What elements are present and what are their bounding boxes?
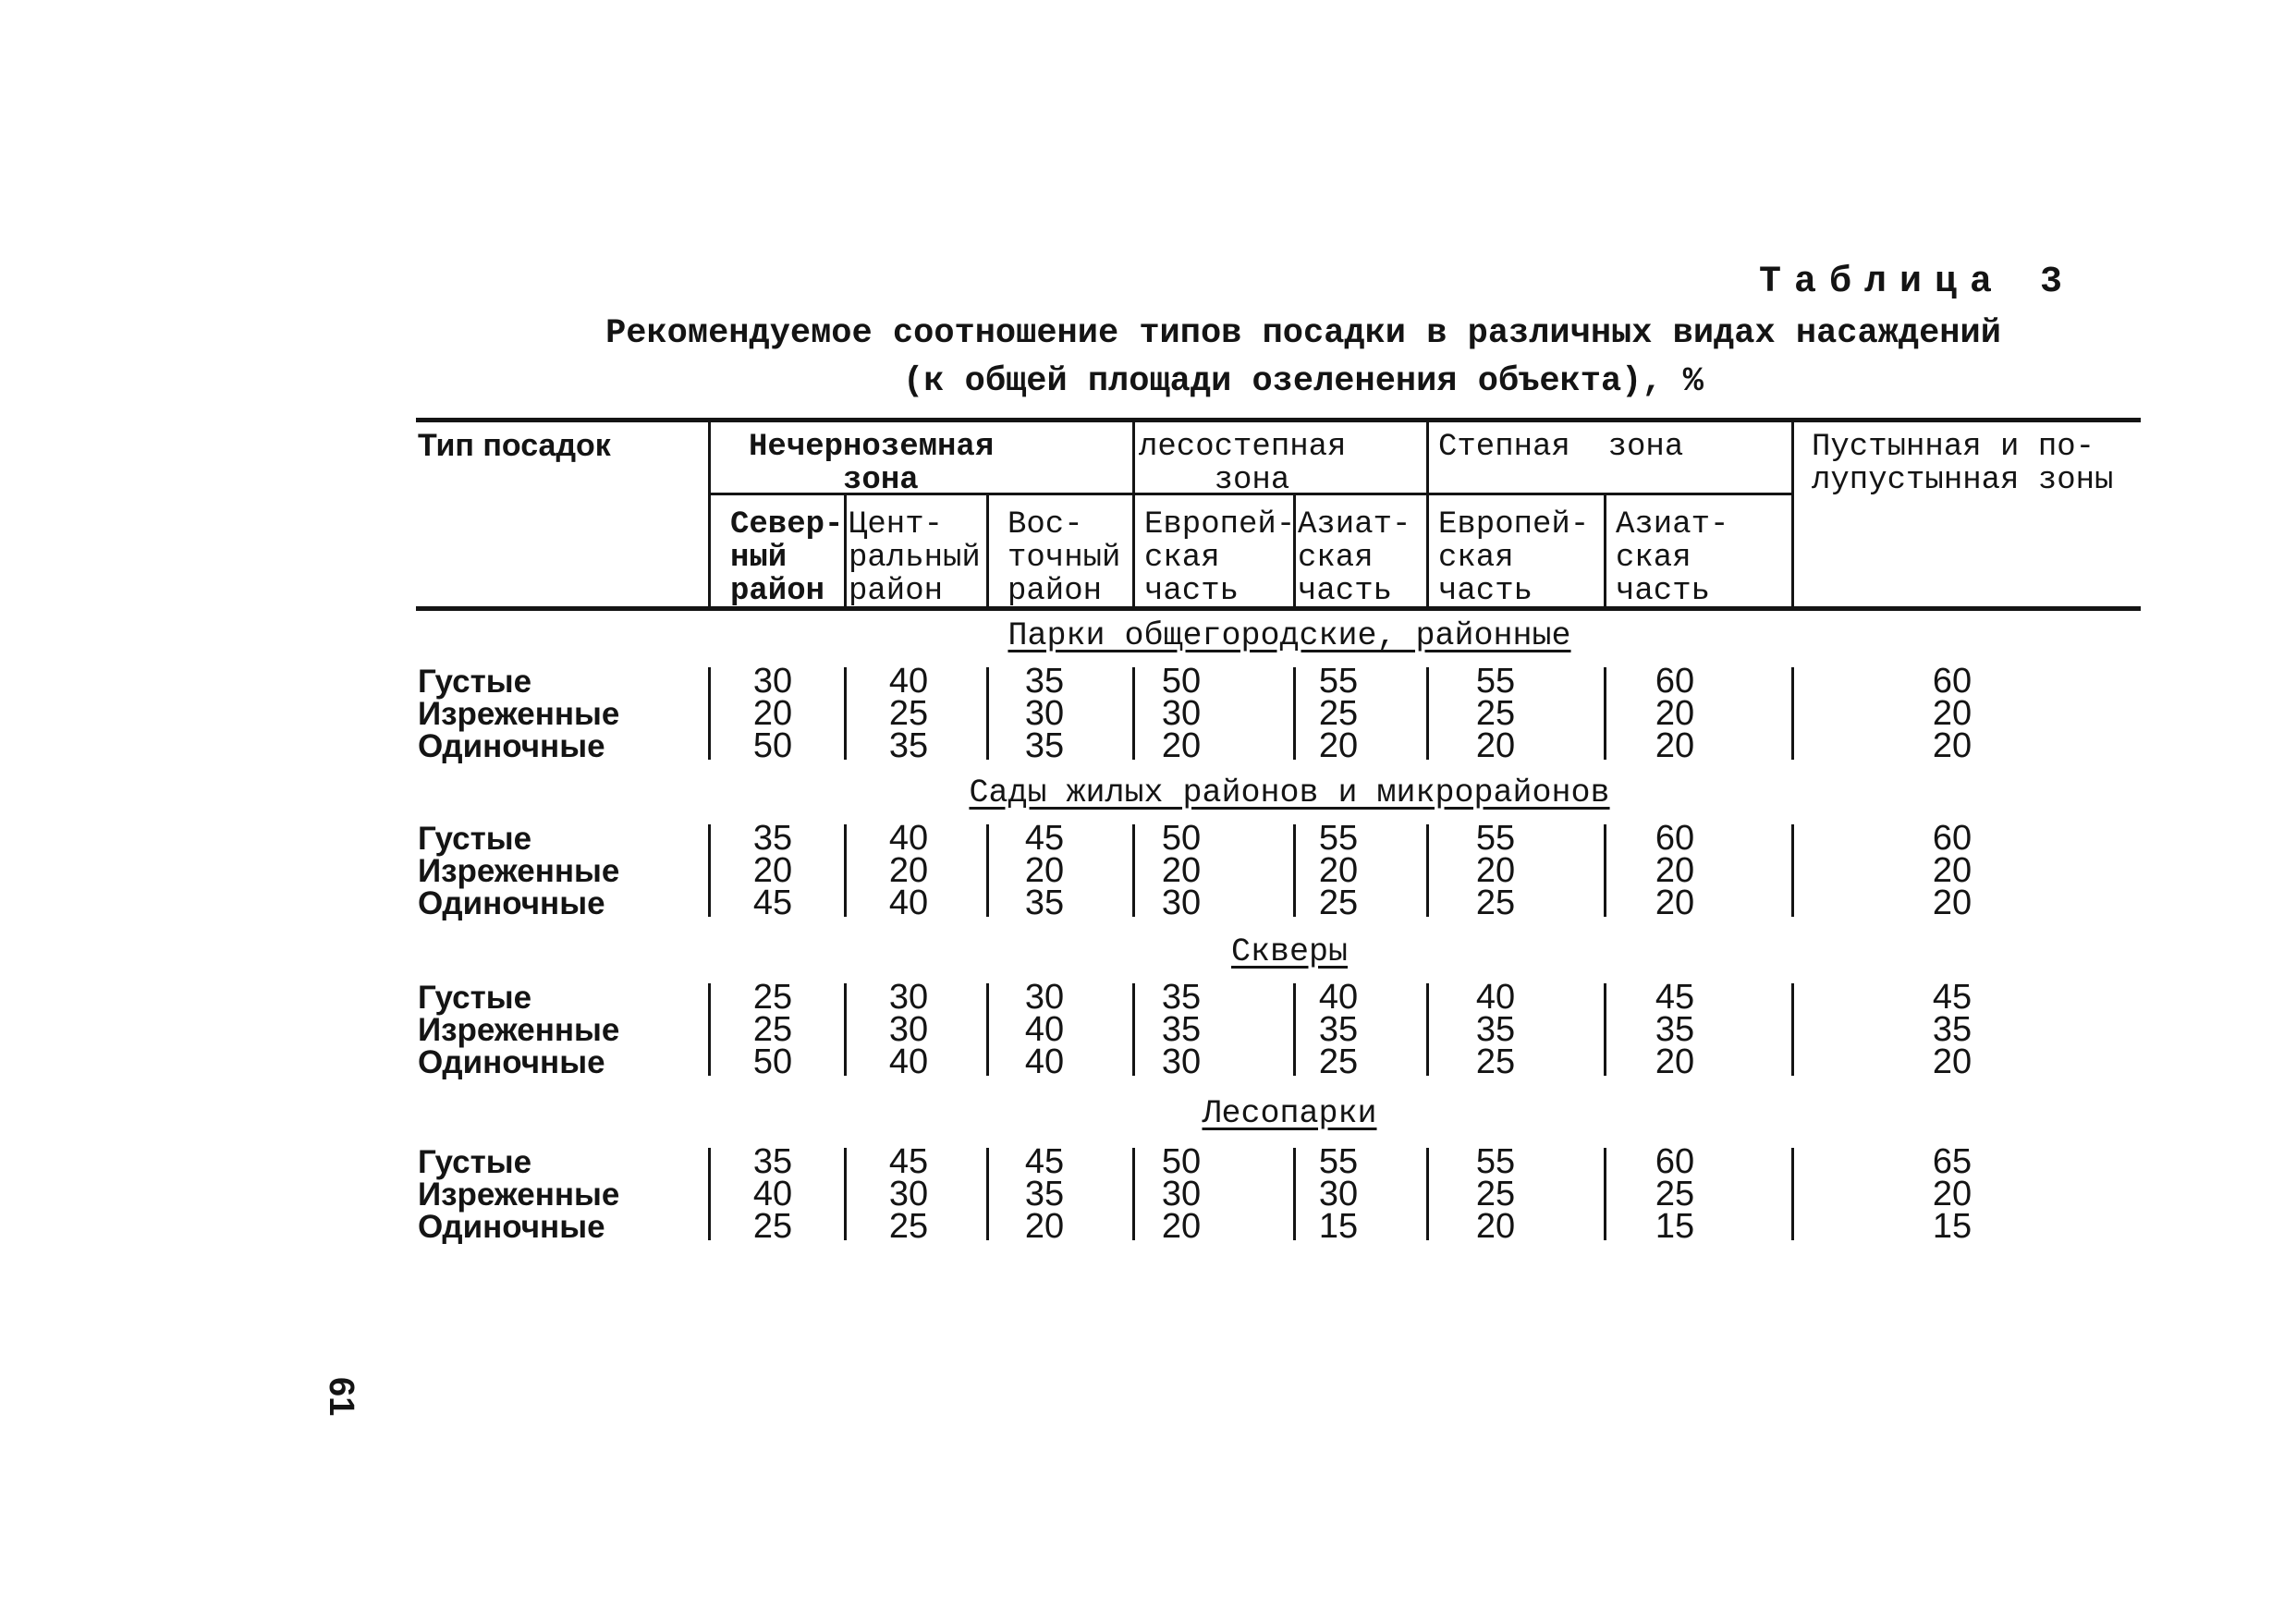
value-cell: 45 (1932, 978, 1972, 1017)
value-cell: 35 (1655, 1010, 1695, 1049)
value-cell: 30 (752, 662, 793, 701)
value-cell: 20 (1655, 851, 1695, 890)
row-label-dense: Густые (418, 1144, 532, 1180)
column-divider (708, 983, 711, 1076)
value-cell: 25 (1318, 1042, 1359, 1081)
value-cell: 45 (1024, 819, 1065, 858)
value-cell: 30 (1024, 978, 1065, 1017)
value-cell: 25 (1655, 1175, 1695, 1213)
column-divider (986, 824, 989, 917)
value-cell: 60 (1655, 1142, 1695, 1181)
column-divider (1293, 983, 1296, 1076)
section-title-forest-parks: Лесопарки (1202, 1095, 1377, 1132)
value-cell: 60 (1932, 819, 1972, 858)
value-cell: 50 (752, 726, 793, 765)
row-label-single: Одиночные (418, 728, 605, 764)
column-divider (844, 983, 847, 1076)
value-cell: 20 (1318, 851, 1359, 890)
value-cell: 50 (1161, 662, 1202, 701)
header-divider (1426, 422, 1429, 606)
value-cell: 20 (1655, 726, 1695, 765)
value-cell: 40 (888, 819, 929, 858)
value-cell: 40 (888, 884, 929, 922)
column-divider (1132, 1148, 1135, 1240)
header-sub-st-asia: Азиат- ская часть (1616, 507, 1729, 609)
value-cell: 20 (1655, 884, 1695, 922)
value-cell: 15 (1318, 1207, 1359, 1246)
column-divider (1426, 824, 1429, 917)
column-divider (1426, 667, 1429, 760)
value-cell: 55 (1318, 819, 1359, 858)
column-divider (1132, 983, 1135, 1076)
value-cell: 40 (1318, 978, 1359, 1017)
header-group-steppe: Степная зона (1438, 430, 1684, 465)
value-cell: 35 (752, 819, 793, 858)
column-divider (1791, 667, 1794, 760)
value-cell: 40 (888, 1042, 929, 1081)
value-cell: 55 (1475, 1142, 1516, 1181)
column-divider (986, 1148, 989, 1240)
value-cell: 40 (888, 662, 929, 701)
value-cell: 50 (752, 1042, 793, 1081)
value-cell: 35 (888, 726, 929, 765)
value-cell: 20 (752, 851, 793, 890)
row-label-thinned: Изреженные (418, 1012, 620, 1048)
value-cell: 25 (1475, 694, 1516, 733)
header-type-column: Тип посадок (418, 428, 611, 463)
row-label-single: Одиночные (418, 885, 605, 921)
value-cell: 35 (1475, 1010, 1516, 1049)
value-cell: 30 (888, 978, 929, 1017)
table-title (536, 310, 2070, 406)
value-cell: 35 (1318, 1010, 1359, 1049)
value-cell: 20 (1161, 851, 1202, 890)
row-label-single: Одиночные (418, 1209, 605, 1245)
value-cell: 30 (1161, 694, 1202, 733)
column-divider (1293, 667, 1296, 760)
header-subdivider (986, 495, 989, 606)
row-label-dense: Густые (418, 821, 532, 857)
value-cell: 25 (1475, 884, 1516, 922)
value-cell: 60 (1655, 819, 1695, 858)
header-subdivider (1604, 495, 1606, 606)
value-cell: 40 (1475, 978, 1516, 1017)
value-cell: 15 (1932, 1207, 1972, 1246)
value-cell: 30 (888, 1175, 929, 1213)
value-cell: 55 (1318, 662, 1359, 701)
value-cell: 25 (1318, 884, 1359, 922)
header-top-rule (416, 418, 2141, 422)
column-divider (1132, 667, 1135, 760)
value-cell: 35 (1024, 1175, 1065, 1213)
value-cell: 40 (1024, 1010, 1065, 1049)
column-divider (1791, 824, 1794, 917)
value-cell: 60 (1655, 662, 1695, 701)
value-cell: 30 (1024, 694, 1065, 733)
value-cell: 60 (1932, 662, 1972, 701)
header-sub-north: Север- ный район (730, 507, 844, 609)
table-caption: Таблица 3 (1758, 262, 2075, 303)
column-divider (708, 1148, 711, 1240)
value-cell: 30 (1161, 884, 1202, 922)
header-group-non-chernozem: Нечерноземная зона (749, 430, 995, 498)
row-label-thinned: Изреженные (418, 1176, 620, 1213)
value-cell: 65 (1932, 1142, 1972, 1181)
value-cell: 20 (1475, 726, 1516, 765)
value-cell: 30 (1318, 1175, 1359, 1213)
section-title-parks: Парки общегородские, районные (1008, 617, 1571, 654)
column-divider (1604, 983, 1606, 1076)
value-cell: 20 (1932, 884, 1972, 922)
value-cell: 20 (1475, 851, 1516, 890)
value-cell: 35 (1024, 884, 1065, 922)
column-divider (1604, 667, 1606, 760)
value-cell: 35 (1161, 1010, 1202, 1049)
header-sub-st-europe: Европей- ская часть (1438, 507, 1590, 609)
value-cell: 20 (1161, 1207, 1202, 1246)
header-group-forest-steppe: лесостепная зона (1139, 430, 1347, 498)
section-title-gardens: Сады жилых районов и микрорайонов (969, 774, 1610, 811)
value-cell: 35 (1161, 978, 1202, 1017)
header-sub-fs-asia: Азиат- ская часть (1298, 507, 1411, 609)
value-cell: 20 (1932, 726, 1972, 765)
column-divider (1293, 1148, 1296, 1240)
row-label-thinned: Изреженные (418, 696, 620, 732)
value-cell: 55 (1318, 1142, 1359, 1181)
value-cell: 30 (1161, 1042, 1202, 1081)
column-divider (986, 983, 989, 1076)
value-cell: 30 (888, 1010, 929, 1049)
value-cell: 20 (1161, 726, 1202, 765)
value-cell: 20 (752, 694, 793, 733)
header-divider (708, 422, 711, 606)
value-cell: 35 (752, 1142, 793, 1181)
value-cell: 25 (1475, 1175, 1516, 1213)
value-cell: 55 (1475, 662, 1516, 701)
value-cell: 20 (1024, 851, 1065, 890)
column-divider (1426, 1148, 1429, 1240)
value-cell: 20 (1932, 1042, 1972, 1081)
value-cell: 20 (1932, 694, 1972, 733)
table-title-line1: Рекомендуемое соотношение типов посадки в различных видах насаждений (605, 314, 2001, 353)
column-divider (1132, 824, 1135, 917)
value-cell: 50 (1161, 819, 1202, 858)
value-cell: 35 (1932, 1010, 1972, 1049)
row-label-dense: Густые (418, 664, 532, 700)
header-sub-fs-europe: Европей- ская часть (1144, 507, 1296, 609)
header-subdivider (844, 495, 847, 606)
value-cell: 20 (1475, 1207, 1516, 1246)
section-title-squares: Скверы (1230, 933, 1349, 970)
column-divider (1791, 1148, 1794, 1240)
value-cell: 40 (752, 1175, 793, 1213)
value-cell: 25 (752, 978, 793, 1017)
page-number: 61 (322, 1377, 360, 1417)
header-divider (1132, 422, 1135, 606)
row-label-single: Одиночные (418, 1044, 605, 1080)
header-divider (1791, 422, 1794, 606)
value-cell: 20 (1932, 851, 1972, 890)
row-label-thinned: Изреженные (418, 853, 620, 889)
value-cell: 30 (1161, 1175, 1202, 1213)
value-cell: 25 (888, 694, 929, 733)
column-divider (1426, 983, 1429, 1076)
value-cell: 20 (1655, 694, 1695, 733)
header-sub-east: Вос- точный район (1008, 507, 1121, 609)
value-cell: 25 (888, 1207, 929, 1246)
value-cell: 25 (1475, 1042, 1516, 1081)
row-label-dense: Густые (418, 980, 532, 1016)
column-divider (708, 667, 711, 760)
value-cell: 25 (752, 1010, 793, 1049)
value-cell: 20 (1318, 726, 1359, 765)
value-cell: 35 (1024, 662, 1065, 701)
value-cell: 55 (1475, 819, 1516, 858)
column-divider (986, 667, 989, 760)
column-divider (1791, 983, 1794, 1076)
column-divider (844, 667, 847, 760)
column-divider (1604, 1148, 1606, 1240)
value-cell: 25 (752, 1207, 793, 1246)
value-cell: 20 (1932, 1175, 1972, 1213)
header-sub-central: Цент- ральный район (849, 507, 981, 609)
value-cell: 20 (1655, 1042, 1695, 1081)
value-cell: 45 (888, 1142, 929, 1181)
value-cell: 45 (1024, 1142, 1065, 1181)
value-cell: 45 (1655, 978, 1695, 1017)
column-divider (844, 824, 847, 917)
column-divider (1604, 824, 1606, 917)
value-cell: 20 (888, 851, 929, 890)
value-cell: 50 (1161, 1142, 1202, 1181)
column-divider (1293, 824, 1296, 917)
table-title-line2: (к общей площади озеленения объекта), % (903, 362, 1704, 401)
value-cell: 40 (1024, 1042, 1065, 1081)
column-divider (844, 1148, 847, 1240)
value-cell: 20 (1024, 1207, 1065, 1246)
value-cell: 15 (1655, 1207, 1695, 1246)
value-cell: 35 (1024, 726, 1065, 765)
value-cell: 45 (752, 884, 793, 922)
column-divider (708, 824, 711, 917)
header-group-desert: Пустынная и по- лупустынная зоны (1812, 430, 2114, 498)
value-cell: 25 (1318, 694, 1359, 733)
